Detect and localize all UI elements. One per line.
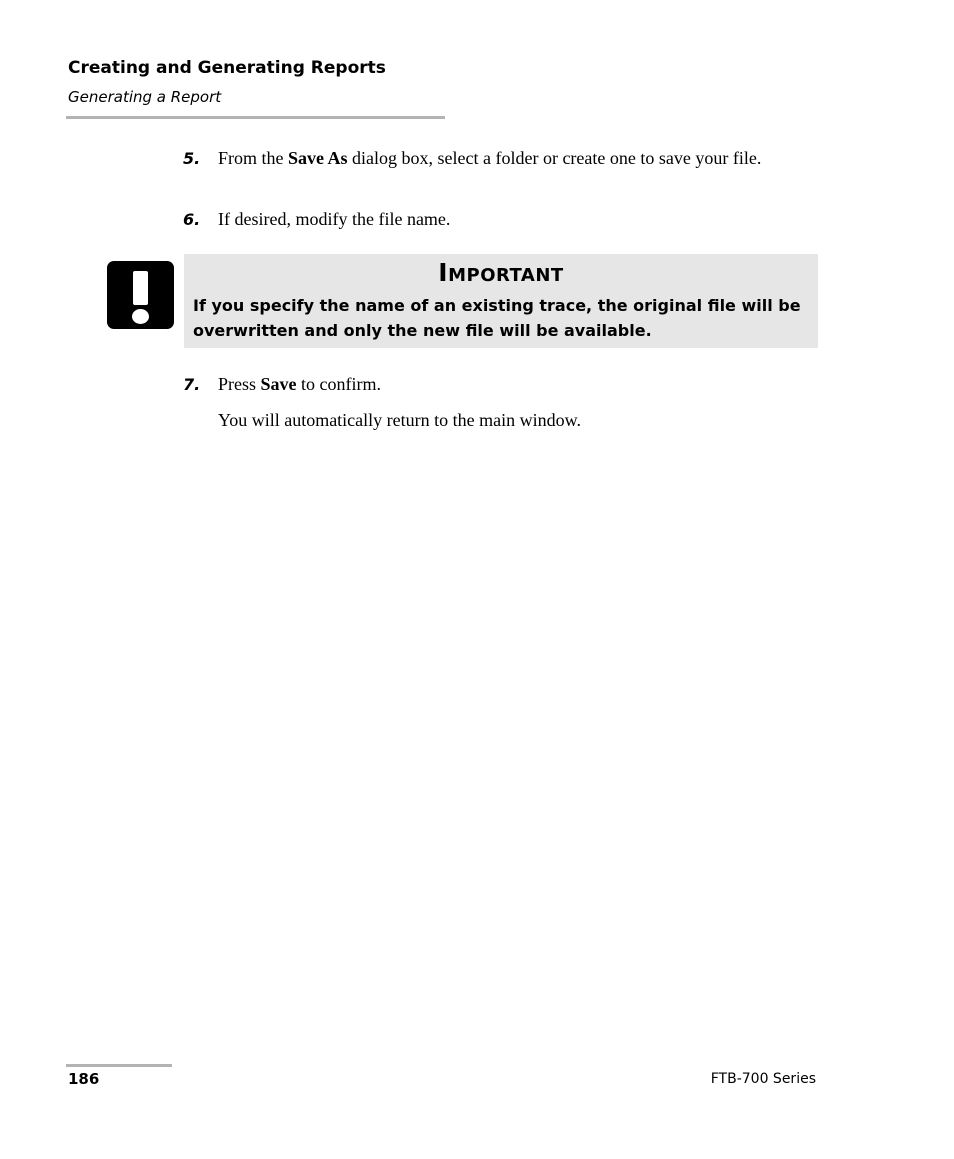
step-text: [218, 372, 823, 397]
ui-term: Save: [260, 374, 297, 394]
important-title: Important: [438, 258, 564, 287]
important-text: If you specify the name of an existing trace, the original file will be overwritten and only the new file will be available.: [193, 296, 801, 340]
footer-divider: [66, 1064, 172, 1067]
step-note: You will automatically return to the main window.: [218, 410, 581, 430]
important-callout: [184, 254, 818, 348]
step-text: [218, 146, 823, 171]
step-text-part: to confirm.: [296, 374, 381, 394]
step-text-part: Press: [218, 374, 261, 394]
product-series: FTB-700 Series: [710, 1071, 816, 1087]
exclamation-bar: [133, 271, 148, 305]
page-number: 186: [68, 1070, 100, 1088]
ui-term: Save As: [288, 148, 348, 168]
header-divider: [66, 116, 445, 119]
exclamation-icon: [107, 261, 174, 329]
step-text-part: From the: [218, 148, 288, 168]
step-number: 6.: [183, 210, 201, 229]
step-number: 5.: [183, 149, 201, 168]
exclamation-dot: [132, 309, 149, 324]
step-text: If desired, modify the file name.: [218, 209, 451, 229]
section-title: Creating and Generating Reports: [68, 58, 386, 78]
step-number: 7.: [183, 375, 201, 394]
section-subtitle: Generating a Report: [68, 88, 222, 106]
step-text-part: dialog box, select a folder or create one to save your file.: [347, 148, 762, 168]
